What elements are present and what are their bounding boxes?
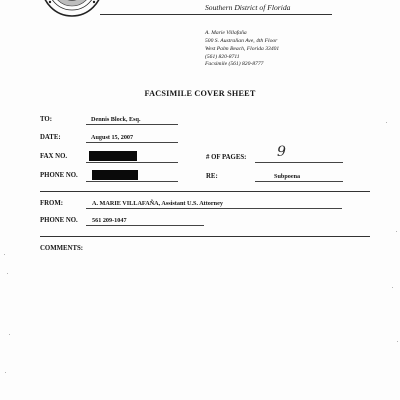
re-underline [255, 181, 343, 182]
scan-speck [397, 341, 398, 342]
office-name: Southern District of Florida [205, 3, 291, 12]
to-value: Dennis Block, Esq. [91, 116, 141, 123]
scan-speck [396, 231, 397, 232]
scan-speck [392, 287, 393, 288]
from-underline [86, 208, 342, 209]
pages-value: 9 [277, 144, 286, 160]
date-underline [86, 142, 178, 143]
date-value: August 15, 2007 [91, 134, 134, 141]
scan-speck [386, 122, 387, 123]
fax-underline [86, 162, 178, 163]
sender-address-line2: West Palm Beach, Florida 33401 [205, 46, 280, 52]
re-value: Subpoena [274, 173, 301, 180]
sender-name: A. Marie Villafaña [205, 30, 247, 36]
header-rule [100, 14, 332, 15]
doj-seal-icon [44, 0, 100, 18]
phone-redaction [92, 170, 138, 180]
scan-speck [9, 334, 10, 335]
scan-speck [7, 273, 8, 274]
fax-label: FAX NO. [40, 153, 68, 160]
sender-fax: Facsimile (561) 820-8777 [205, 61, 264, 67]
to-underline [86, 124, 178, 125]
fax-redaction [89, 151, 137, 161]
pages-label: # OF PAGES: [206, 154, 247, 161]
scan-speck [5, 372, 6, 373]
phone-label: PHONE NO. [40, 172, 78, 179]
from-value: A. MARIE VILLAFAÑA, Assistant U.S. Attorney [92, 200, 223, 207]
from-label: FROM: [40, 200, 64, 207]
from-phone-label: PHONE NO. [40, 217, 78, 224]
section-divider-1 [40, 191, 370, 192]
to-label: TO: [40, 116, 52, 123]
from-phone-value: 561 209-1047 [92, 217, 127, 224]
date-label: DATE: [40, 134, 61, 141]
re-label: RE: [206, 173, 218, 180]
sender-phone: (561) 820-8711 [205, 54, 240, 60]
phone-underline [86, 181, 178, 182]
pages-underline [255, 162, 343, 163]
sender-address-line1: 500 S. Australian Ave, 4th Floor [205, 38, 278, 44]
from-phone-underline [86, 225, 204, 226]
scan-speck [4, 254, 5, 255]
section-divider-2 [40, 236, 370, 237]
comments-label: COMMENTS: [40, 245, 84, 252]
page-title: FACSIMILE COVER SHEET [144, 89, 256, 98]
